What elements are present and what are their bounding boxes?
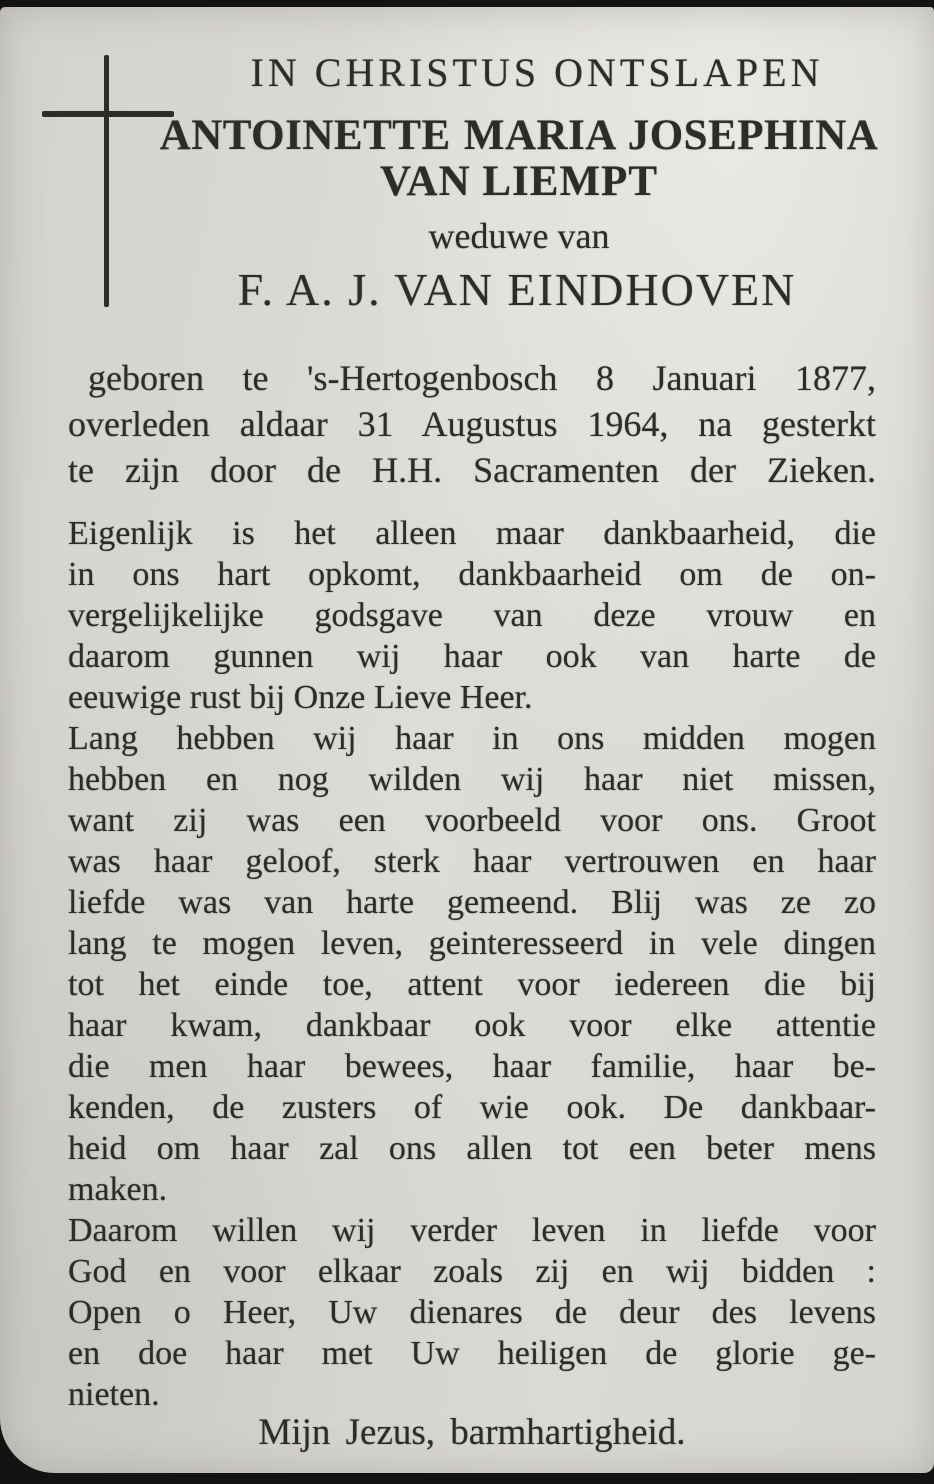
text-line: te zijn door de H.H. Sacramenten der Zieken. xyxy=(68,450,876,490)
text-line: eeuwige rust bij Onze Lieve Heer. xyxy=(68,679,533,716)
memorial-card xyxy=(0,7,934,1473)
text-line: lang te mogen leven, geinteresseerd in vele dingen xyxy=(68,925,876,962)
text-line: liefde was van harte gemeend. Blij was ze zo xyxy=(68,884,876,921)
closing-prayer: Mijn Jezus, barmhartigheid. xyxy=(258,1412,686,1453)
spouse-name: F. A. J. VAN EINDHOVEN xyxy=(237,264,797,315)
text-line: geboren te 's-Hertogenbosch 8 Januari 1877, xyxy=(88,358,876,398)
relation-label: weduwe van xyxy=(428,216,610,256)
text-line: nieten. xyxy=(68,1376,160,1413)
deceased-name-line2: VAN LIEMPT xyxy=(380,158,658,205)
text-line: vergelijkelijke godsgave van deze vrouw en xyxy=(68,597,876,634)
text-line: daarom gunnen wij haar ook van harte de xyxy=(68,638,876,675)
text-line: overleden aldaar 31 Augustus 1964, na gesterkt xyxy=(68,404,876,444)
text-line: Lang hebben wij haar in ons midden mogen xyxy=(68,720,876,757)
memorial-text-paragraphs xyxy=(68,513,876,1415)
text-line: en doe haar met Uw heiligen de glorie ge- xyxy=(68,1335,876,1372)
birth-death-paragraph xyxy=(68,355,876,493)
text-line: maken. xyxy=(68,1171,168,1208)
text-line: heid om haar zal ons allen tot een beter mens xyxy=(68,1130,876,1167)
epitaph-heading: IN CHRISTUS ONTSLAPEN xyxy=(250,50,824,95)
text-line: haar kwam, dankbaar ook voor elke attentie xyxy=(68,1007,876,1044)
text-line: hebben en nog wilden wij haar niet missen, xyxy=(68,761,876,798)
text-line: die men haar bewees, haar familie, haar be- xyxy=(68,1048,876,1085)
text-line: was haar geloof, sterk haar vertrouwen en haar xyxy=(68,843,876,880)
text-line: Daarom willen wij verder leven in liefde voor xyxy=(68,1212,876,1249)
text-line: want zij was een voorbeeld voor ons. Groot xyxy=(68,802,876,839)
text-line: Open o Heer, Uw dienares de deur des levens xyxy=(68,1294,876,1331)
text-line: tot het einde toe, attent voor iedereen die bij xyxy=(68,966,876,1003)
text-line: kenden, de zusters of wie ook. De dankbaar- xyxy=(68,1089,876,1126)
text-line: God en voor elkaar zoals zij en wij bidden : xyxy=(68,1253,876,1290)
cross-vertical-bar xyxy=(104,55,109,307)
text-line: Eigenlijk is het alleen maar dankbaarheid, die xyxy=(68,515,876,552)
deceased-name-line1: ANTOINETTE MARIA JOSEPHINA xyxy=(159,112,879,159)
text-line: in ons hart opkomt, dankbaarheid om de on- xyxy=(68,556,876,593)
